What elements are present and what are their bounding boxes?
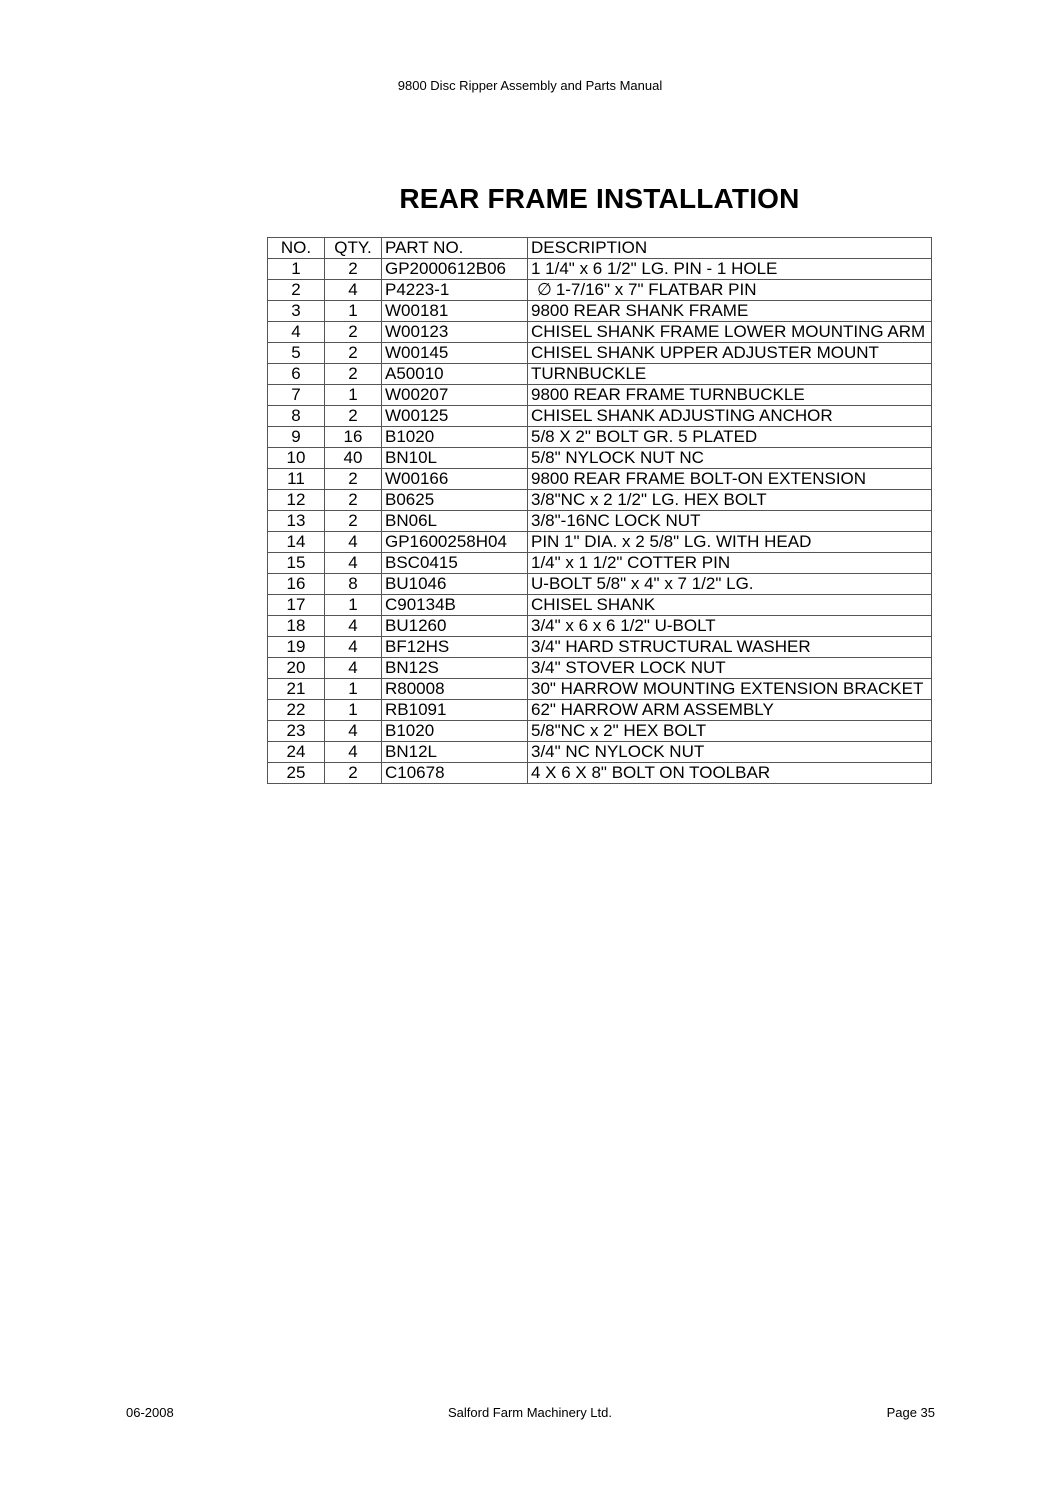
row-description [528,553,932,574]
row-quantity: 4 [325,616,382,637]
row-description [528,490,932,511]
table-row [268,280,932,301]
row-part-number: BF12HS [382,637,528,658]
row-part-number: W00125 [382,406,528,427]
row-quantity: 2 [325,763,382,784]
row-quantity: 4 [325,742,382,763]
table-row [268,427,932,448]
row-part-number: W00145 [382,343,528,364]
row-description [528,511,932,532]
row-number: 11 [268,469,325,490]
row-number: 5 [268,343,325,364]
parts-table-body [268,259,932,784]
row-description-text: 3/4" x 6 x 6 1/2" U-BOLT [531,616,716,635]
diameter-symbol-icon: ∅ [537,280,552,299]
row-description [528,259,932,280]
row-quantity: 2 [325,511,382,532]
row-part-number: B0625 [382,490,528,511]
table-row [268,532,932,553]
row-description [528,343,932,364]
row-number: 15 [268,553,325,574]
row-number: 9 [268,427,325,448]
row-part-number: GP2000612B06 [382,259,528,280]
row-part-number: B1020 [382,721,528,742]
table-row [268,448,932,469]
row-description-text: 1-7/16" x 7" FLATBAR PIN [555,280,757,299]
row-number: 6 [268,364,325,385]
row-description-text: CHISEL SHANK ADJUSTING ANCHOR [531,406,833,425]
table-row [268,490,932,511]
row-description [528,322,932,343]
row-description-text: 3/4" NC NYLOCK NUT [531,742,705,761]
row-number: 25 [268,763,325,784]
row-number: 22 [268,700,325,721]
row-number: 24 [268,742,325,763]
table-row [268,742,932,763]
row-description-text: 3/8"NC x 2 1/2" LG. HEX BOLT [531,490,767,509]
row-description [528,637,932,658]
row-number: 17 [268,595,325,616]
row-part-number: BSC0415 [382,553,528,574]
row-quantity: 4 [325,721,382,742]
table-header-row [268,238,932,259]
parts-table [267,237,932,784]
row-number: 13 [268,511,325,532]
row-number: 4 [268,322,325,343]
row-part-number: BN12L [382,742,528,763]
row-description [528,301,932,322]
row-part-number: C90134B [382,595,528,616]
row-part-number: W00123 [382,322,528,343]
row-quantity: 4 [325,280,382,301]
row-quantity: 1 [325,595,382,616]
row-description-text: 9800 REAR FRAME TURNBUCKLE [531,385,805,404]
row-number: 3 [268,301,325,322]
row-description [528,658,932,679]
table-row [268,637,932,658]
column-header-qty: QTY. [325,238,382,259]
row-description-text: CHISEL SHANK FRAME LOWER MOUNTING ARM [531,322,926,341]
page-title: REAR FRAME INSTALLATION [399,183,800,214]
row-part-number: BN12S [382,658,528,679]
column-header-no: NO. [268,238,325,259]
row-number: 16 [268,574,325,595]
row-description-text: CHISEL SHANK [531,595,656,614]
row-quantity: 1 [325,679,382,700]
row-description [528,280,932,301]
row-number: 21 [268,679,325,700]
row-number: 12 [268,490,325,511]
row-description [528,448,932,469]
column-header-description: DESCRIPTION [528,238,932,259]
row-quantity: 8 [325,574,382,595]
row-description-text: U-BOLT 5/8" x 4" x 7 1/2" LG. [531,574,754,593]
row-description-text: CHISEL SHANK UPPER ADJUSTER MOUNT [531,343,879,362]
footer-date: 06-2008 [126,1405,174,1420]
row-part-number: GP1600258H04 [382,532,528,553]
row-description [528,574,932,595]
row-description [528,385,932,406]
row-quantity: 16 [325,427,382,448]
row-description [528,532,932,553]
row-quantity: 2 [325,469,382,490]
table-row [268,679,932,700]
footer-page-number: Page 35 [886,1405,935,1420]
row-description [528,721,932,742]
table-row [268,343,932,364]
row-number: 14 [268,532,325,553]
row-description-text: PIN 1" DIA. x 2 5/8" LG. WITH HEAD [531,532,812,551]
table-row [268,364,932,385]
table-row [268,259,932,280]
row-part-number: BU1046 [382,574,528,595]
table-row [268,385,932,406]
row-description-text: 5/8"NC x 2" HEX BOLT [531,721,707,740]
row-description-text: 9800 REAR FRAME BOLT-ON EXTENSION [531,469,867,488]
row-part-number: RB1091 [382,700,528,721]
row-quantity: 1 [325,700,382,721]
page-header: 9800 Disc Ripper Assembly and Parts Manual [397,78,663,93]
row-number: 10 [268,448,325,469]
table-row [268,763,932,784]
row-part-number: BN10L [382,448,528,469]
row-description-text: 3/8"-16NC LOCK NUT [531,511,701,530]
row-description-text: 1 1/4" x 6 1/2" LG. PIN - 1 HOLE [531,259,778,278]
row-part-number: A50010 [382,364,528,385]
row-part-number: B1020 [382,427,528,448]
row-part-number: C10678 [382,763,528,784]
row-quantity: 2 [325,343,382,364]
row-quantity: 4 [325,532,382,553]
table-row [268,469,932,490]
table-row [268,574,932,595]
row-part-number: W00166 [382,469,528,490]
row-description [528,406,932,427]
row-description [528,616,932,637]
row-description-text: 4 X 6 X 8" BOLT ON TOOLBAR [531,763,771,782]
row-quantity: 4 [325,637,382,658]
table-row [268,616,932,637]
table-row [268,721,932,742]
row-quantity: 1 [325,301,382,322]
row-part-number: W00181 [382,301,528,322]
table-row [268,595,932,616]
table-row [268,406,932,427]
row-description [528,763,932,784]
row-description-text: 1/4" x 1 1/2" COTTER PIN [531,553,731,572]
row-description [528,427,932,448]
row-description [528,700,932,721]
row-description-text: 9800 REAR SHANK FRAME [531,301,749,320]
row-number: 2 [268,280,325,301]
row-quantity: 40 [325,448,382,469]
row-number: 7 [268,385,325,406]
row-part-number: BN06L [382,511,528,532]
row-description [528,469,932,490]
table-row [268,301,932,322]
row-description-text: TURNBUCKLE [531,364,647,383]
table-row [268,658,932,679]
row-number: 23 [268,721,325,742]
row-description [528,742,932,763]
row-quantity: 2 [325,259,382,280]
row-description-text: 3/4" HARD STRUCTURAL WASHER [531,637,811,656]
row-quantity: 2 [325,406,382,427]
row-description-text: 62" HARROW ARM ASSEMBLY [531,700,774,719]
row-quantity: 4 [325,553,382,574]
row-number: 18 [268,616,325,637]
row-part-number: R80008 [382,679,528,700]
row-part-number: P4223-1 [382,280,528,301]
row-description-text: 5/8" NYLOCK NUT NC [531,448,704,467]
row-quantity: 2 [325,490,382,511]
row-description-text: 3/4" STOVER LOCK NUT [531,658,726,677]
row-part-number: BU1260 [382,616,528,637]
table-row [268,553,932,574]
row-number: 1 [268,259,325,280]
table-row [268,511,932,532]
row-description [528,679,932,700]
row-quantity: 2 [325,364,382,385]
row-number: 20 [268,658,325,679]
row-quantity: 2 [325,322,382,343]
table-row [268,322,932,343]
row-description [528,364,932,385]
column-header-part-no: PART NO. [382,238,528,259]
footer-company: Salford Farm Machinery Ltd. [447,1405,612,1420]
row-number: 8 [268,406,325,427]
row-part-number: W00207 [382,385,528,406]
row-quantity: 1 [325,385,382,406]
row-quantity: 4 [325,658,382,679]
row-number: 19 [268,637,325,658]
row-description-text: 5/8 X 2" BOLT GR. 5 PLATED [531,427,758,446]
table-row [268,700,932,721]
row-description-text: 30" HARROW MOUNTING EXTENSION BRACKET [531,679,924,698]
row-description [528,595,932,616]
